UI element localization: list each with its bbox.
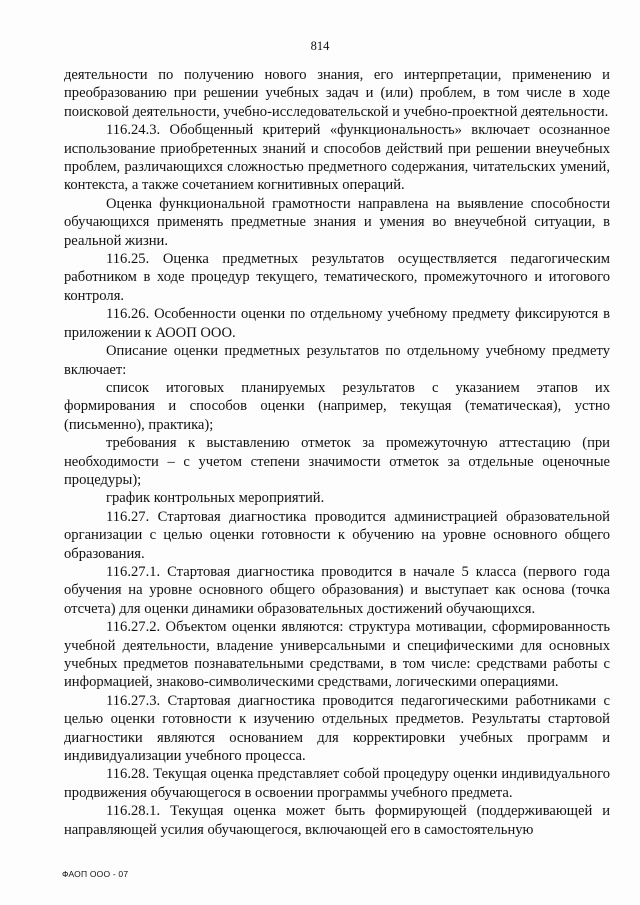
paragraph: 116.27. Стартовая диагностика проводится администрацией образовательной организации с целью оценки готовности к обучению на уровне основного общего образования. bbox=[64, 508, 610, 562]
page-number: 814 bbox=[310, 39, 330, 53]
paragraph: 116.28. Текущая оценка представляет собой процедуру оценки индивидуального продвижения обучающегося в освоении программы учебного предмета. bbox=[64, 766, 610, 801]
paragraph: 116.24.3. Обобщенный критерий «функциональность» включает осознанное использование приобретенных знаний и способов действий при решении внеучебных проблем, различающихся сложностью предметного содержания, читательских умений, контекста, а также сочетанием когнитивных операций. bbox=[64, 122, 610, 194]
paragraph: деятельности по получению нового знания, его интерпретации, применению и преобразованию при решении учебных задач и (или) проблем, в том числе в ходе поисковой деятельности, учебно-исследовательской и учебно-проектной деятельности. bbox=[64, 67, 610, 120]
footer-label: ФАОП ООО - 07 bbox=[62, 869, 129, 879]
paragraph: 116.25. Оценка предметных результатов осуществляется педагогическим работником в ходе процедур текущего, тематического, промежуточного и итогового контроля. bbox=[64, 251, 610, 304]
paragraph: 116.27.3. Стартовая диагностика проводится педагогическими работниками с целью оценки готовности к изучению отдельных предметов. Результаты стартовой диагностики являются основанием для корректировки учебных программ и индивидуализации учебного процесса. bbox=[64, 692, 610, 765]
paragraph: 116.27.2. Объектом оценки являются: структура мотивации, сформированность учебной деятельности, владение универсальными и специфическими для основных учебных предметов познавательными средствами, в том числе: средствами работы с информацией, знаково-символическими средствами, логическими операциями. bbox=[64, 619, 610, 691]
paragraph: 116.27.1. Стартовая диагностика проводится в начале 5 класса (первого года обучения на уровне основного общего образования) и выступает как основа (точка отсчета) для оценки динамики образовательных достижений обучающихся. bbox=[64, 563, 610, 617]
paragraph: график контрольных мероприятий. bbox=[106, 490, 325, 507]
paragraph: 116.26. Особенности оценки по отдельному учебному предмету фиксируются в приложении к АООП ООО. bbox=[64, 306, 610, 341]
body-text bbox=[64, 66, 610, 839]
paragraph: требования к выставлению отметок за промежуточную аттестацию (при необходимости – с учетом степени значимости отметок за отдельные оценочные процедуры); bbox=[64, 435, 610, 488]
paragraph: Описание оценки предметных результатов по отдельному учебному предмету включает: bbox=[64, 343, 610, 378]
paragraph: список итоговых планируемых результатов с указанием этапов их формирования и способов оценки (например, текущая (тематическая), устно (письменно), практика); bbox=[64, 379, 610, 433]
paragraph: Оценка функциональной грамотности направлена на выявление способности обучающихся применять предметные знания и умения во внеучебной ситуации, в реальной жизни. bbox=[64, 195, 610, 249]
paragraph: 116.28.1. Текущая оценка может быть формирующей (поддерживающей и направляющей усилия обучающегося, включающей его в самостоятельную bbox=[64, 803, 610, 838]
